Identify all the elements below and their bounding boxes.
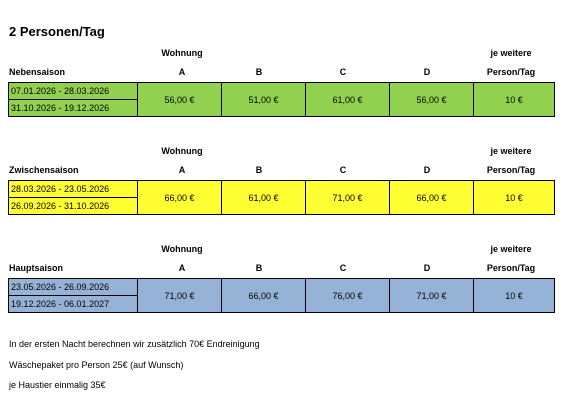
table-row xyxy=(9,181,555,198)
column-header-d: D xyxy=(423,263,431,273)
price-cell-a: 71,00 € xyxy=(138,279,222,313)
season-block-hauptsaison xyxy=(8,242,554,313)
price-cell-extra-person: 10 € xyxy=(474,279,555,313)
note-pet-fee: je Haustier einmalig 35€ xyxy=(9,380,106,390)
date-range-cell: 31.10.2026 - 19.12.2026 xyxy=(9,100,138,117)
extra-person-label-line1: je weitere xyxy=(490,48,532,58)
date-range-cell: 28.03.2026 - 23.05.2026 xyxy=(9,181,138,198)
price-cell-c: 61,00 € xyxy=(306,83,390,117)
price-cell-c: 71,00 € xyxy=(306,181,390,215)
price-cell-d: 56,00 € xyxy=(390,83,474,117)
price-cell-a: 66,00 € xyxy=(138,181,222,215)
price-table xyxy=(8,82,555,117)
extra-person-label-line2: Person/Tag xyxy=(486,67,536,77)
extra-person-label-line1: je weitere xyxy=(490,146,532,156)
date-range-cell: 23.05.2026 - 26.09.2026 xyxy=(9,279,138,296)
season-name: Nebensaison xyxy=(9,67,66,77)
season-header xyxy=(8,144,554,180)
note-cleaning-fee: In der ersten Nacht berechnen wir zusätzlich 70€ Endreinigung xyxy=(9,339,260,349)
extra-person-label-line2: Person/Tag xyxy=(486,165,536,175)
column-header-c: C xyxy=(339,165,347,175)
extra-person-label-line1: je weitere xyxy=(490,244,532,254)
table-row xyxy=(9,279,555,296)
wohnung-label: Wohnung xyxy=(161,48,203,58)
column-header-c: C xyxy=(339,67,347,77)
price-cell-extra-person: 10 € xyxy=(474,83,555,117)
price-cell-a: 56,00 € xyxy=(138,83,222,117)
season-block-zwischensaison xyxy=(8,144,554,215)
season-name: Zwischensaison xyxy=(9,165,79,175)
price-cell-c: 76,00 € xyxy=(306,279,390,313)
price-cell-d: 71,00 € xyxy=(390,279,474,313)
price-cell-b: 61,00 € xyxy=(222,181,306,215)
date-range-cell: 26.09.2026 - 31.10.2026 xyxy=(9,198,138,215)
price-cell-b: 66,00 € xyxy=(222,279,306,313)
price-table xyxy=(8,180,555,215)
season-block-nebensaison xyxy=(8,46,554,117)
wohnung-label: Wohnung xyxy=(161,244,203,254)
season-header xyxy=(8,46,554,82)
price-table xyxy=(8,278,555,313)
column-header-d: D xyxy=(423,165,431,175)
season-name: Hauptsaison xyxy=(9,263,64,273)
column-header-a: A xyxy=(178,263,186,273)
column-header-c: C xyxy=(339,263,347,273)
column-header-b: B xyxy=(255,67,263,77)
extra-person-label-line2: Person/Tag xyxy=(486,263,536,273)
page-title: 2 Personen/Tag xyxy=(9,24,105,39)
column-header-a: A xyxy=(178,165,186,175)
price-cell-b: 51,00 € xyxy=(222,83,306,117)
table-row xyxy=(9,83,555,100)
column-header-b: B xyxy=(255,263,263,273)
date-range-cell: 19.12.2026 - 06.01.2027 xyxy=(9,296,138,313)
price-cell-extra-person: 10 € xyxy=(474,181,555,215)
note-linen-package: Wäschepaket pro Person 25€ (auf Wunsch) xyxy=(9,360,184,370)
column-header-a: A xyxy=(178,67,186,77)
wohnung-label: Wohnung xyxy=(161,146,203,156)
season-header xyxy=(8,242,554,278)
column-header-b: B xyxy=(255,165,263,175)
date-range-cell: 07.01.2026 - 28.03.2026 xyxy=(9,83,138,100)
price-cell-d: 66,00 € xyxy=(390,181,474,215)
column-header-d: D xyxy=(423,67,431,77)
